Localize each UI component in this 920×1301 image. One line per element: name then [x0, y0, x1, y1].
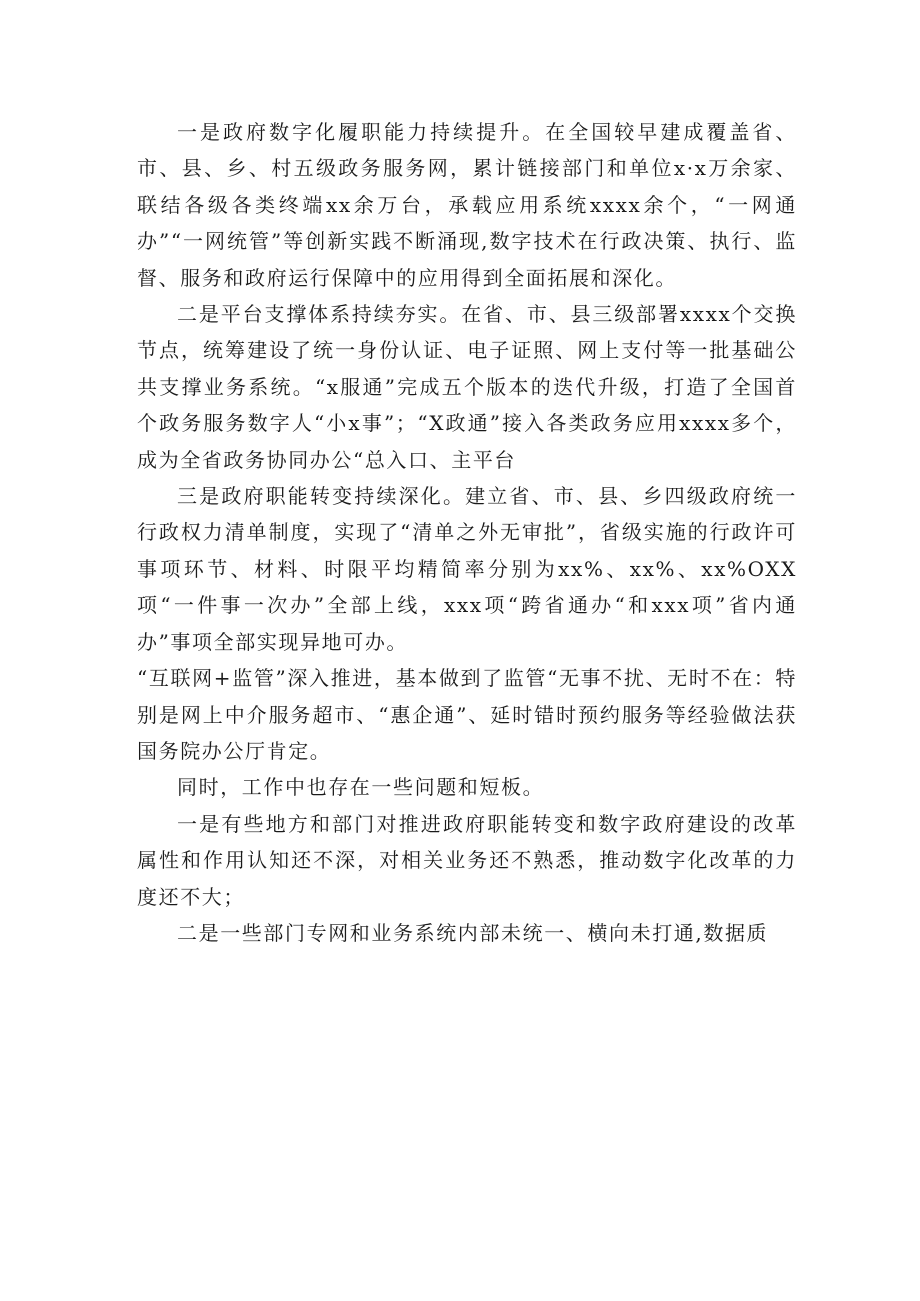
paragraph-problems-intro: 同时，工作中也存在一些问题和短板。: [177, 775, 545, 800]
paragraph-function-transformation: 三是政府职能转变持续深化。建立省、市、县、乡四级政府统一行政权力清单制度，实现了“清单之外无审批”，省级实施的行政许可事项环节、材料、时限平均精简率分别为xx%、xx%、xx%OXX项“一件事一次办”全部上线，xxx项“跨省通办“和xxx项”省内通办”事项全部实现异地可办。: [137, 484, 797, 654]
paragraph-digital-capability: 一是政府数字化履职能力持续提升。在全国较早建成覆盖省、市、县、乡、村五级政务服务网，累计链接部门和单位x·x万余家、联结各级各类终端xx余万台，承载应用系统xxxx余个，“一网通办”“一网统管”等创新实践不断涌现,数字技术在行政决策、执行、监督、服务和政府运行保障中的应用得到全面拓展和深化。: [137, 120, 797, 290]
paragraph-internet-supervision: “互联网+监管”深入推进，基本做到了监管“无事不扰、无时不在：特别是网上中介服务超市、“惠企通”、延时错时预约服务等经验做法获国务院办公厅肯定。: [137, 666, 797, 763]
paragraph-problem-one: 一是有些地方和部门对推进政府职能转变和数字政府建设的改革属性和作用认知还不深，对相关业务还不熟悉，推动数字化改革的力度还不大；: [137, 811, 797, 909]
paragraph-platform-support: 二是平台支撑体系持续夯实。在省、市、县三级部署xxxx个交换节点，统筹建设了统一身份认证、电子证照、网上支付等一批基础公共支撑业务系统。“x服通”完成五个版本的迭代升级，打造了全国首个政务服务数字人“小x事”；“X政通”接入各类政务应用xxxx多个，成为全省政务协同办公“总入口、主平台: [137, 302, 797, 472]
document-body: [137, 114, 797, 951]
paragraph-problem-two: 二是一些部门专网和业务系统内部未统一、横向未打通,数据质: [177, 920, 769, 945]
